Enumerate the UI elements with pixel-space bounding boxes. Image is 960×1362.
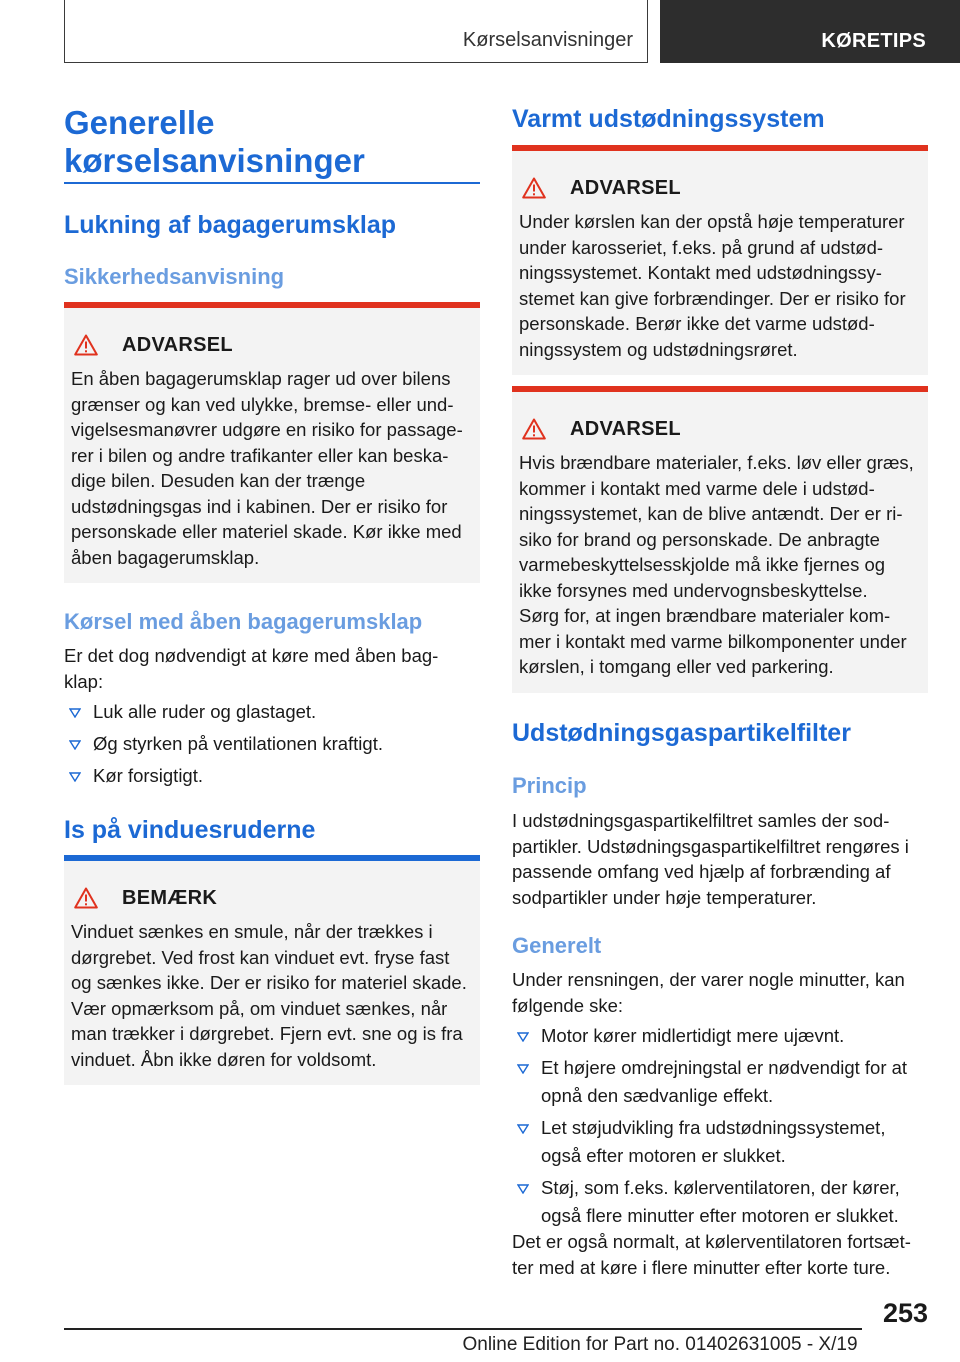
warning-line: ikke forsynes med undervognsbeskyttelse. <box>519 579 868 601</box>
warning-line: ningssystem og udstødningsrøret. <box>519 338 798 360</box>
list-item-text <box>541 1174 900 1230</box>
page-title-line-1: Generelle <box>64 104 215 141</box>
warning-line: kommer i kontakt med varme dele i udstød- <box>519 477 875 499</box>
paragraph-line: I udstødningsgaspartikelfiltret samles der sod- <box>512 810 890 831</box>
header-section-tab[interactable] <box>64 0 648 63</box>
triangle-bullet-icon <box>512 1054 541 1110</box>
warning-line: udstødningsgas ind i kabinen. Der er risiko for <box>71 495 448 517</box>
list-item-line: Let støjudvikling fra udstødningssystemet, <box>541 1117 886 1138</box>
list-item <box>512 1022 928 1050</box>
open-trunk-intro <box>64 643 480 694</box>
warning-box-trunk <box>64 302 480 583</box>
list-item-text <box>541 1022 844 1050</box>
note-line: Vær opmærksom på, om vinduet sænkes, når <box>71 997 448 1019</box>
page-title-line-2: kørselsanvisninger <box>64 142 365 179</box>
warning-triangle-icon <box>522 418 546 440</box>
warning-title: ADVARSEL <box>570 417 681 440</box>
list-item <box>64 730 480 758</box>
note-text <box>64 913 480 1072</box>
page-number: 253 <box>882 1298 928 1328</box>
list-item-text: Kør forsigtigt. <box>93 765 203 786</box>
triangle-bullet-icon <box>64 762 93 790</box>
list-item <box>64 762 480 790</box>
title-rule <box>64 182 480 184</box>
header-section-label: Kørselsanvisninger <box>462 29 633 51</box>
warning-line: stemet kan give forbrændinger. Der er risiko for <box>519 287 906 309</box>
warning-line: En åben bagagerumsklap rager ud over bilens <box>71 368 451 389</box>
note-line: man trækker i dørgrebet. Fjern evt. sne og is fra <box>71 1023 463 1044</box>
warning-text <box>512 203 928 362</box>
list-item <box>64 698 480 726</box>
warning-line: siko for brand og personskade. De anbragte <box>519 528 880 550</box>
list-item-text <box>541 1054 907 1110</box>
heading-open-trunk-driving: Kørsel med åben bagagerumsklap <box>64 609 423 634</box>
heading-hot-exhaust: Varmt udstødningssystem <box>512 105 825 133</box>
triangle-bullet-icon <box>512 1174 541 1230</box>
note-line: Vinduet sænkes en smule, når der trækkes i <box>71 921 433 942</box>
list-item-text: Luk alle ruder og glastaget. <box>93 701 317 722</box>
paragraph-line: følgende ske: <box>512 994 624 1016</box>
warning-box-flammable <box>512 386 928 693</box>
warning-line: dige bilen. Desuden kan der trænge <box>71 470 366 491</box>
warning-line: ningssystemet, kan de blive antændt. Der er ri- <box>519 503 903 524</box>
heading-particle-filter: Udstødningsgaspartikelfilter <box>512 719 851 747</box>
note-line: vinduet. Åbn ikke døren for voldsomt. <box>71 1048 377 1070</box>
general-list <box>512 1022 928 1230</box>
heading-safety-note: Sikkerhedsanvisning <box>64 264 285 289</box>
warning-text <box>64 360 480 570</box>
paragraph-line: partikler. Udstødningsgaspartikelfiltret rengøres i <box>512 835 909 857</box>
paragraph-line: klap: <box>64 670 104 692</box>
triangle-bullet-icon <box>512 1114 541 1170</box>
heading-trunk-lid: Lukning af bagagerumsklap <box>64 211 397 239</box>
principle-text <box>512 808 928 910</box>
paragraph-line: Det er også normalt, at kølerventilatoren fortsæt- <box>512 1231 911 1252</box>
list-item-line: opnå den sædvanlige effekt. <box>541 1085 774 1106</box>
warning-line: kørslen, i tomgang eller ved parkering. <box>519 656 834 677</box>
footer-rule <box>64 1328 862 1330</box>
warning-triangle-icon <box>522 177 546 199</box>
warning-line: grænser og kan ved ulykke, bremse- eller und- <box>71 393 454 415</box>
list-item-line: Motor kører midlertidigt mere ujævnt. <box>541 1025 845 1046</box>
paragraph-line: sodpartikler under høje temperaturer. <box>512 886 817 908</box>
footer-edition-text: Online Edition for Part no. 01402631005 - X/19 <box>462 1334 858 1355</box>
warning-title: ADVARSEL <box>122 333 233 356</box>
list-item-line: Støj, som f.eks. kølerventilatoren, der kører, <box>541 1177 900 1198</box>
page-title <box>64 104 365 180</box>
note-box-ice <box>64 855 480 1085</box>
paragraph-line: passende omfang ved hjælp af forbrænding af <box>512 861 891 882</box>
warning-line: varmebeskyttelsesskjolde må ikke fjernes og <box>519 554 886 575</box>
closing-text <box>512 1229 928 1280</box>
warning-line: åben bagagerumsklap. <box>71 546 260 568</box>
open-trunk-list <box>64 698 480 790</box>
list-item-line: også flere minutter efter motoren er slukket. <box>541 1205 899 1226</box>
list-item-line: også efter motoren er slukket. <box>541 1145 786 1166</box>
warning-line: under karosseriet, f.eks. på grund af udstød- <box>519 236 884 258</box>
header-chapter-label: KØRETIPS <box>821 30 926 52</box>
warning-line: Under kørslen kan der opstå høje temperaturer <box>519 211 905 232</box>
warning-title: ADVARSEL <box>570 176 681 199</box>
triangle-bullet-icon <box>512 1022 541 1050</box>
warning-triangle-icon <box>74 887 98 909</box>
heading-general: Generelt <box>512 933 602 958</box>
list-item <box>512 1174 928 1230</box>
note-title: BEMÆRK <box>122 886 218 909</box>
warning-line: Sørg for, at ingen brændbare materialer kom- <box>519 605 891 626</box>
note-line: og sænkes ikke. Der er risiko for materiel skade. <box>71 972 467 993</box>
warning-line: personskade. Berør ikke det varme udstød- <box>519 313 875 334</box>
heading-principle: Princip <box>512 773 587 798</box>
warning-line: Hvis brændbare materialer, f.eks. løv eller græs, <box>519 452 914 473</box>
note-line: dørgrebet. Ved frost kan vinduet evt. fryse fast <box>71 946 450 968</box>
warning-box-hot-exhaust <box>512 145 928 375</box>
warning-line: personskade eller materiel skade. Kør ikke med <box>71 521 462 542</box>
heading-ice-on-windows: Is på vinduesruderne <box>64 816 316 844</box>
paragraph-line: Er det dog nødvendigt at køre med åben bag- <box>64 645 439 666</box>
general-intro <box>512 967 928 1018</box>
warning-text <box>512 444 928 680</box>
paragraph-line: ter med at køre i flere minutter efter korte ture. <box>512 1256 891 1278</box>
triangle-bullet-icon <box>64 698 93 726</box>
list-item-line: Et højere omdrejningstal er nødvendigt for at <box>541 1057 908 1078</box>
triangle-bullet-icon <box>64 730 93 758</box>
warning-line: mer i kontakt med varme bilkomponenter under <box>519 630 907 652</box>
warning-line: rer i bilen og andre trafikanter eller kan beska- <box>71 444 449 466</box>
header-chapter-tab[interactable] <box>660 0 960 63</box>
list-item <box>512 1054 928 1110</box>
warning-line: ningssystemet. Kontakt med udstødningssy- <box>519 262 882 283</box>
paragraph-line: Under rensningen, der varer nogle minutter, kan <box>512 969 905 990</box>
list-item-text <box>541 1114 885 1170</box>
list-item-text: Øg styrken på ventilationen kraftigt. <box>93 733 383 754</box>
warning-triangle-icon <box>74 334 98 356</box>
warning-line: vigelsesmanøvrer udgøre en risiko for passage- <box>71 419 463 440</box>
list-item <box>512 1114 928 1170</box>
